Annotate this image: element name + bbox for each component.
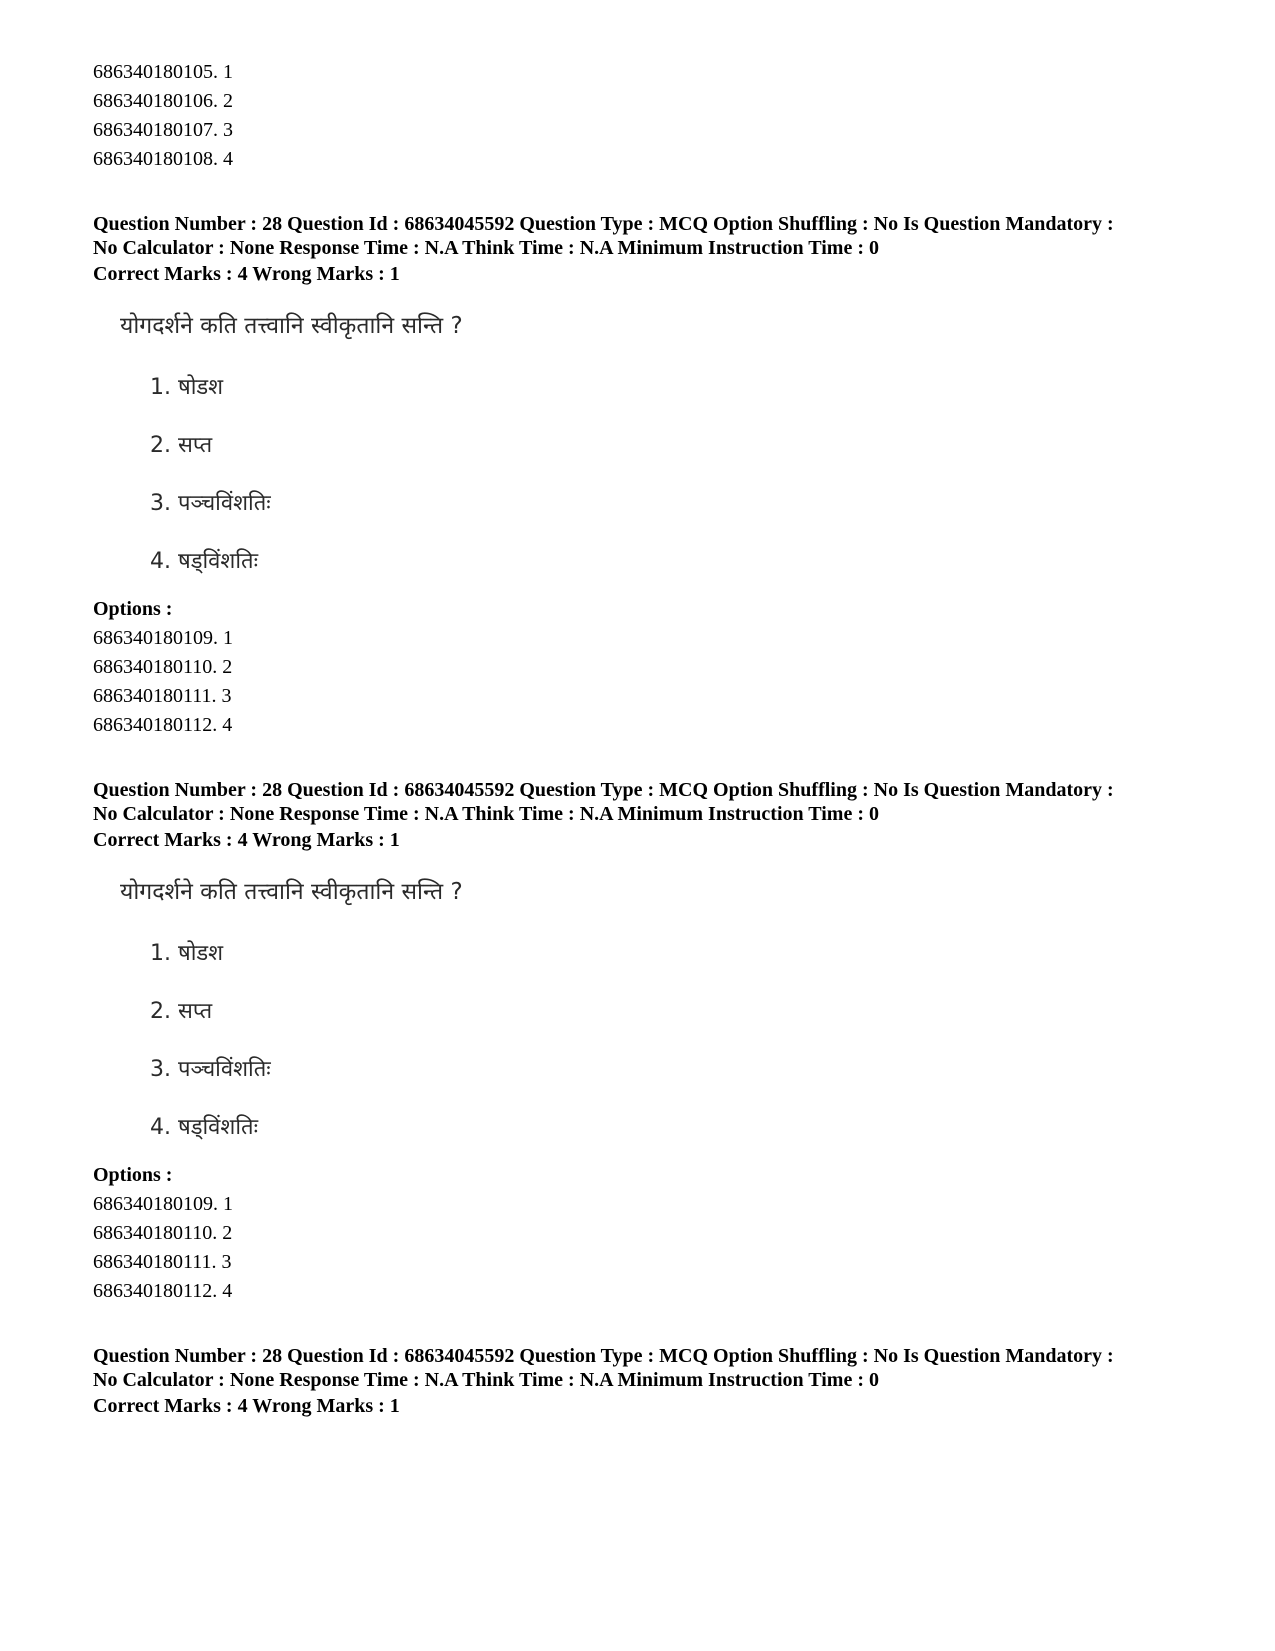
question-marks: Correct Marks : 4 Wrong Marks : 1 [93,1395,400,1417]
option-id-line: 686340180112. 4 [93,1280,233,1302]
question-block [93,778,1213,1306]
choice-item: 2. सप्त [150,999,213,1024]
choice-item: 3. पञ्चविंशतिः [150,491,271,516]
option-id-line: 686340180111. 3 [93,685,232,707]
question-image [120,867,1213,1157]
option-id-line: 686340180110. 2 [93,656,233,678]
option-id-line: 686340180105. 1 [93,61,233,83]
option-id-line: 686340180108. 4 [93,148,233,170]
choice-item: 1. षोडश [150,375,224,400]
option-id-line: 686340180109. 1 [93,627,233,649]
options-label: Options : [93,598,173,620]
choice-item: 4. षड्विंशतिः [150,549,259,574]
choice-item: 3. पञ्चविंशतिः [150,1057,271,1082]
choice-item: 1. षोडश [150,941,224,966]
question-header-line2: No Calculator : None Response Time : N.A Think Time : N.A Minimum Instruction Time : 0 [93,237,879,259]
question-marks: Correct Marks : 4 Wrong Marks : 1 [93,263,400,285]
document-page [93,58,1213,1421]
question-marks: Correct Marks : 4 Wrong Marks : 1 [93,829,400,851]
choice-item: 2. सप्त [150,433,213,458]
previous-options-list [93,58,1213,174]
option-id-line: 686340180106. 2 [93,90,233,112]
question-text: योगदर्शने कति तत्त्वानि स्वीकृतानि सन्ति ? [120,313,463,339]
option-id-line: 686340180110. 2 [93,1222,233,1244]
option-id-line: 686340180112. 4 [93,714,233,736]
question-header-line1: Question Number : 28 Question Id : 68634045592 Question Type : MCQ Option Shuffling : No Is Question Mandatory : [93,213,1114,235]
options-label: Options : [93,1164,173,1186]
option-id-line: 686340180107. 3 [93,119,233,141]
option-id-line: 686340180111. 3 [93,1251,232,1273]
question-text: योगदर्शने कति तत्त्वानि स्वीकृतानि सन्ति ? [120,879,463,905]
question-header-line1: Question Number : 28 Question Id : 68634045592 Question Type : MCQ Option Shuffling : No Is Question Mandatory : [93,1345,1114,1367]
question-block [93,212,1213,740]
choice-item: 4. षड्विंशतिः [150,1115,259,1140]
question-header-line2: No Calculator : None Response Time : N.A Think Time : N.A Minimum Instruction Time : 0 [93,803,879,825]
question-block [93,1344,1213,1421]
question-header-line1: Question Number : 28 Question Id : 68634045592 Question Type : MCQ Option Shuffling : No Is Question Mandatory : [93,779,1114,801]
question-header-line2: No Calculator : None Response Time : N.A Think Time : N.A Minimum Instruction Time : 0 [93,1369,879,1391]
option-id-line: 686340180109. 1 [93,1193,233,1215]
question-image [120,301,1213,591]
